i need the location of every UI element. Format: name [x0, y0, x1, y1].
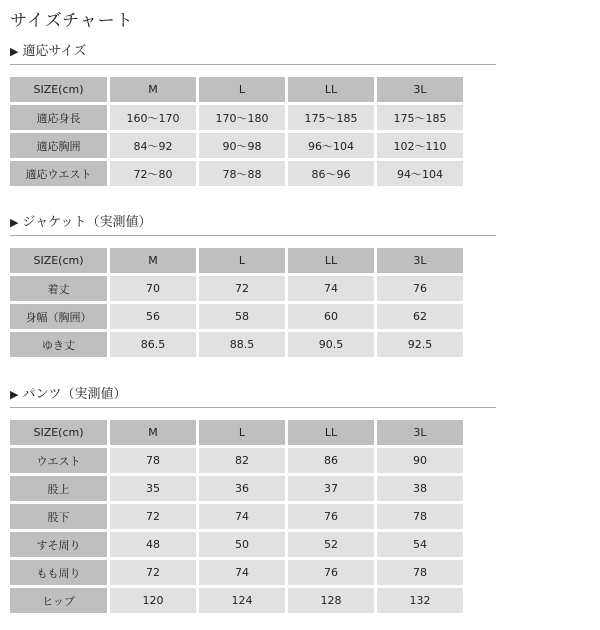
section-fit-size — [10, 44, 496, 181]
table-cell: 38 — [377, 476, 463, 501]
table-row — [10, 448, 463, 473]
table-cell: 86 — [288, 448, 374, 473]
table-cell: 86〜96 — [288, 161, 374, 186]
table-row — [10, 588, 463, 613]
table-cell: 76 — [377, 276, 463, 301]
row-label: 身幅（胸囲） — [10, 304, 107, 329]
table-cell: 76 — [288, 560, 374, 585]
table-cell: 96〜104 — [288, 133, 374, 158]
header-size-column: L — [199, 248, 285, 273]
table-header-row — [10, 77, 463, 102]
header-size-column: L — [199, 77, 285, 102]
section-heading — [10, 387, 496, 408]
section-heading-text: 適応サイズ — [22, 44, 87, 59]
section-heading-text: パンツ（実測値） — [22, 387, 127, 402]
table-cell: 78 — [110, 448, 196, 473]
table-cell: 102〜110 — [377, 133, 463, 158]
row-label: もも周り — [10, 560, 107, 585]
table-cell: 84〜92 — [110, 133, 196, 158]
table-cell: 72 — [110, 560, 196, 585]
header-size-label: SIZE(cm) — [10, 420, 107, 445]
triangle-right-icon: ▶ — [10, 45, 19, 58]
header-size-column: 3L — [377, 248, 463, 273]
header-size-label: SIZE(cm) — [10, 77, 107, 102]
table-cell: 86.5 — [110, 332, 196, 357]
row-label: ヒップ — [10, 588, 107, 613]
table-cell: 175〜185 — [377, 105, 463, 130]
table-cell: 62 — [377, 304, 463, 329]
table-header-row — [10, 420, 463, 445]
page-title: サイズチャート — [10, 11, 134, 31]
table-cell: 92.5 — [377, 332, 463, 357]
table-row — [10, 105, 463, 130]
header-size-column: M — [110, 420, 196, 445]
table-cell: 52 — [288, 532, 374, 557]
table-row — [10, 476, 463, 501]
table-cell: 132 — [377, 588, 463, 613]
row-label: 着丈 — [10, 276, 107, 301]
table-cell: 90.5 — [288, 332, 374, 357]
table-cell: 72 — [199, 276, 285, 301]
row-label: 適応身長 — [10, 105, 107, 130]
table-cell: 175〜185 — [288, 105, 374, 130]
header-size-column: M — [110, 248, 196, 273]
table-cell: 90 — [377, 448, 463, 473]
table-cell: 170〜180 — [199, 105, 285, 130]
row-label: 適応胸囲 — [10, 133, 107, 158]
table-row — [10, 133, 463, 158]
table-cell: 35 — [110, 476, 196, 501]
table-row — [10, 276, 463, 301]
table-cell: 72〜80 — [110, 161, 196, 186]
size-table-fit — [7, 74, 466, 189]
table-row — [10, 304, 463, 329]
table-cell: 36 — [199, 476, 285, 501]
triangle-right-icon: ▶ — [10, 216, 19, 229]
table-cell: 50 — [199, 532, 285, 557]
table-cell: 78 — [377, 504, 463, 529]
table-cell: 76 — [288, 504, 374, 529]
section-jacket — [10, 215, 496, 352]
table-cell: 58 — [199, 304, 285, 329]
header-size-column: L — [199, 420, 285, 445]
header-size-column: M — [110, 77, 196, 102]
table-cell: 94〜104 — [377, 161, 463, 186]
table-cell: 82 — [199, 448, 285, 473]
section-pants — [10, 387, 496, 608]
table-cell: 88.5 — [199, 332, 285, 357]
table-cell: 37 — [288, 476, 374, 501]
header-size-column: 3L — [377, 420, 463, 445]
table-row — [10, 532, 463, 557]
table-cell: 70 — [110, 276, 196, 301]
size-table-jacket — [7, 245, 466, 360]
table-cell: 120 — [110, 588, 196, 613]
table-cell: 72 — [110, 504, 196, 529]
table-cell: 78〜88 — [199, 161, 285, 186]
row-label: 股上 — [10, 476, 107, 501]
table-cell: 48 — [110, 532, 196, 557]
table-row — [10, 560, 463, 585]
table-row — [10, 161, 463, 186]
size-table-pants — [7, 417, 466, 616]
table-cell: 74 — [199, 504, 285, 529]
section-heading — [10, 44, 496, 65]
row-label: ゆき丈 — [10, 332, 107, 357]
row-label: すそ周り — [10, 532, 107, 557]
table-cell: 128 — [288, 588, 374, 613]
table-cell: 74 — [199, 560, 285, 585]
header-size-label: SIZE(cm) — [10, 248, 107, 273]
table-cell: 78 — [377, 560, 463, 585]
section-heading-text: ジャケット（実測値） — [22, 215, 152, 230]
table-cell: 60 — [288, 304, 374, 329]
row-label: 適応ウエスト — [10, 161, 107, 186]
table-row — [10, 332, 463, 357]
section-heading — [10, 215, 496, 236]
row-label: 股下 — [10, 504, 107, 529]
table-cell: 74 — [288, 276, 374, 301]
table-cell: 90〜98 — [199, 133, 285, 158]
header-size-column: 3L — [377, 77, 463, 102]
table-cell: 54 — [377, 532, 463, 557]
header-size-column: LL — [288, 248, 374, 273]
triangle-right-icon: ▶ — [10, 388, 19, 401]
table-cell: 124 — [199, 588, 285, 613]
table-row — [10, 504, 463, 529]
header-size-column: LL — [288, 77, 374, 102]
row-label: ウエスト — [10, 448, 107, 473]
table-header-row — [10, 248, 463, 273]
table-cell: 56 — [110, 304, 196, 329]
header-size-column: LL — [288, 420, 374, 445]
table-cell: 160〜170 — [110, 105, 196, 130]
